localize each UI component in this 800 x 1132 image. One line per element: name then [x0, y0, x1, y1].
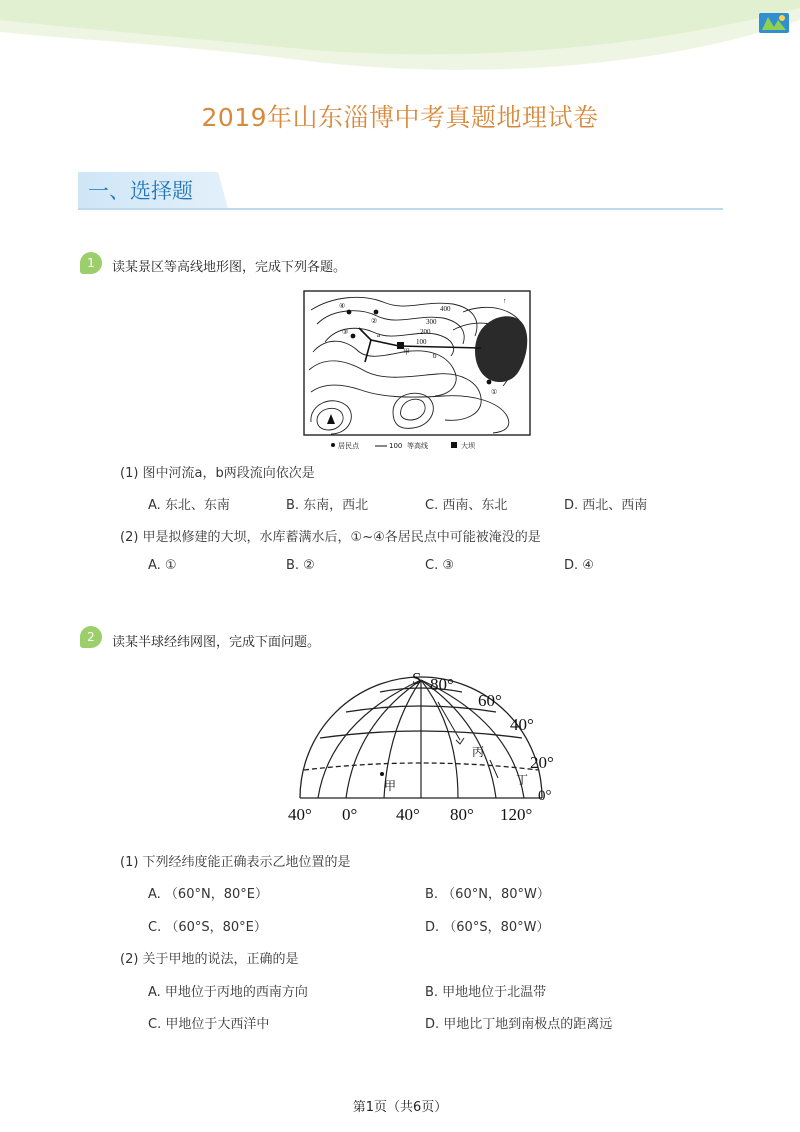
settlement-2-label: ②: [371, 317, 378, 325]
contour-value-300: 300: [426, 318, 437, 326]
option-2-2-d[interactable]: D. 甲地比丁地到南极点的距离远: [425, 1017, 613, 1032]
option-1-1-d[interactable]: D. 西北、西南: [564, 498, 648, 513]
question-number-badge: 1: [80, 252, 102, 274]
settlement-4-label: ④: [339, 302, 346, 310]
longitude-label-80: 80°: [450, 805, 474, 824]
place-label-bing: 丙: [472, 745, 485, 759]
section-title: 一、选择题: [88, 179, 193, 203]
river-label-b: b: [433, 352, 437, 360]
question-stem: 读某景区等高线地形图，完成下列各题。: [112, 260, 347, 275]
sub-question-1-1: (1) 图中河流a，b两段流向依次是: [120, 466, 315, 481]
option-2-1-b[interactable]: B. （60°N，80°W）: [425, 887, 550, 902]
contour-value-200: 200: [420, 328, 431, 336]
header-decoration: [0, 0, 800, 80]
question-number-badge: 2: [80, 626, 102, 648]
longitude-label-0: 0°: [342, 805, 358, 824]
section-header-underline: [78, 208, 723, 210]
place-label-jia: 甲: [384, 779, 397, 793]
settlement-1-label: ①: [491, 388, 498, 396]
legend-contour: 等高线: [407, 442, 428, 450]
publisher-logo-icon: [758, 10, 790, 36]
north-arrow-label: ↑: [503, 297, 507, 305]
question-stem: 读某半球经纬网图，完成下面问题。: [112, 635, 321, 650]
longitude-label-120: 120°: [500, 805, 533, 824]
sub-question-2-1: (1) 下列经纬度能正确表示乙地位置的是: [120, 855, 351, 870]
longitude-label-40-west: 40°: [288, 805, 312, 824]
contour-value-400: 400: [440, 305, 451, 313]
option-2-2-b[interactable]: B. 甲地地位于北温带: [425, 985, 547, 1000]
section-header: [78, 172, 723, 212]
option-2-1-c[interactable]: C. （60°S，80°E）: [148, 920, 267, 935]
option-2-1-a[interactable]: A. （60°N，80°E）: [148, 887, 268, 902]
option-1-2-c[interactable]: C. ③: [425, 558, 454, 573]
option-1-2-a[interactable]: A. ①: [148, 558, 177, 573]
legend-settlement: 居民点: [338, 442, 359, 450]
legend-dam: 大坝: [461, 442, 475, 450]
document-title: 2019年山东淄博中考真题地理试卷: [201, 103, 599, 132]
page-footer: 第1页（共6页）: [352, 1100, 448, 1115]
option-1-1-c[interactable]: C. 西南、东北: [425, 498, 508, 513]
longitude-label-40: 40°: [396, 805, 420, 824]
option-2-2-c[interactable]: C. 甲地位于大西洋中: [148, 1017, 270, 1032]
latitude-label-60: 60°: [478, 691, 502, 710]
place-label-ding: 丁: [516, 773, 529, 787]
hemisphere-graticule-figure: [288, 668, 556, 828]
legend-contour-value: 100: [389, 442, 403, 450]
option-1-2-b[interactable]: B. ②: [286, 558, 315, 573]
option-2-1-d[interactable]: D. （60°S，80°W）: [425, 920, 550, 935]
river-label-a: a: [377, 331, 381, 339]
sub-question-1-2: (2) 甲是拟修建的大坝，水库蓄满水后，①~④各居民点中可能被淹没的是: [120, 530, 541, 545]
dam-label-jia: 甲: [403, 348, 410, 356]
contour-value-100: 100: [416, 338, 427, 346]
latitude-label-80: 80°: [430, 675, 454, 694]
option-1-1-a[interactable]: A. 东北、东南: [148, 498, 230, 513]
option-1-2-d[interactable]: D. ④: [564, 558, 594, 573]
latitude-label-20: 20°: [530, 753, 554, 772]
latitude-label-0: 0°: [538, 788, 552, 804]
sub-question-2-2: (2) 关于甲地的说法，正确的是: [120, 952, 299, 967]
contour-map-figure: [303, 290, 531, 452]
pole-label: S: [412, 669, 422, 688]
settlement-3-label: ③: [342, 328, 349, 336]
latitude-label-40: 40°: [510, 715, 534, 734]
option-2-2-a[interactable]: A. 甲地位于丙地的西南方向: [148, 985, 308, 1000]
option-1-1-b[interactable]: B. 东南，西北: [286, 498, 369, 513]
